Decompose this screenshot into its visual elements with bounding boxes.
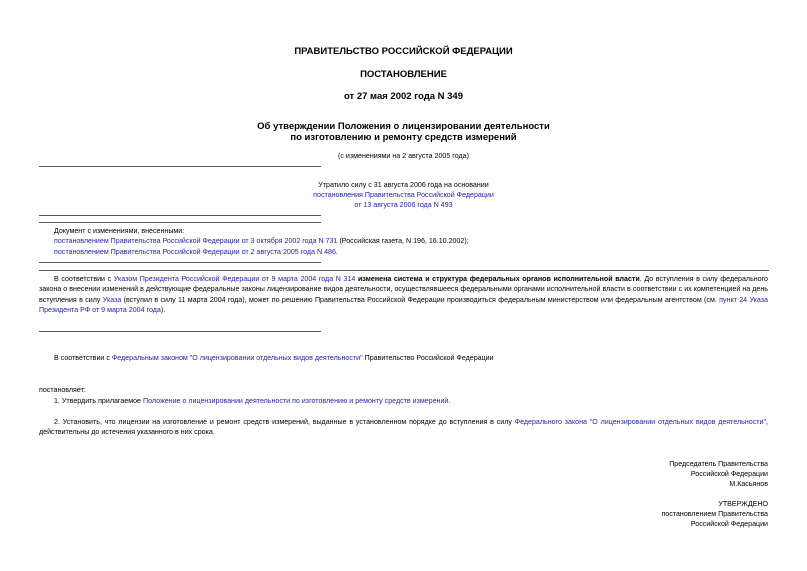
federal-law-link-2[interactable]: Федерального закона "О лицензировании отдельных видов деятельности" <box>514 418 767 426</box>
document-type: ПОСТАНОВЛЕНИЕ <box>360 69 447 80</box>
editorial-note: В соответствии с Указом Президента Российской Федерации от 9 марта 2004 года N 314 изменена система и структура федеральных органов исполнительной власти. До вступления в силу федерального закона о внесении изменений в действующие федеральные законы лицензирование видов деятельности, осуществлявшееся федеральными органами исполнительной власти в соответствии с их компетенцией на день вступления в силу Указа (вступил в силу 11 марта 2004 года), может по решению Правительства Российской Федерации производиться федеральным министерством или федеральным агентством (см. пункт 24 Указа Президента РФ от 9 марта 2004 года). <box>39 275 769 315</box>
separator-line <box>39 166 321 167</box>
government-heading: ПРАВИТЕЛЬСТВО РОССИЙСКОЙ ФЕДЕРАЦИИ <box>294 46 513 57</box>
changes-item-2: постановлением Правительства Российской Федерации от 2 августа 2005 года N 486. <box>54 248 338 256</box>
amendment-note: (с изменениями на 2 августа 2005 года) <box>338 152 469 160</box>
clause-1: 1. Утвердить прилагаемое Положение о лицензировании деятельности по изготовлению и ремонту средств измерений. <box>54 397 451 405</box>
decree-clause-link[interactable]: пункт 24 Указа Президента РФ от 9 марта 2004 года <box>39 295 768 315</box>
preamble: В соответствии с Федеральным законом "О лицензировании отдельных видов деятельности" Правительство Российской Федерации <box>54 354 494 362</box>
approved-country: Российской Федерации <box>690 520 768 528</box>
separator-line <box>39 331 321 332</box>
separator-line <box>39 222 321 223</box>
document-date-number: от 27 мая 2002 года N 349 <box>343 91 464 102</box>
presidential-decree-link[interactable]: Указом Президента Российской Федерации от 9 марта 2004 года N 314 <box>113 275 356 283</box>
separator-line-full <box>39 270 769 271</box>
approved-by: постановлением Правительства <box>661 510 768 518</box>
signature-title: Председатель Правительства <box>669 460 768 468</box>
clause-2: 2. Установить, что лицензии на изготовление и ремонт средств измерений, выданные в установленном порядке до вступления в силу Федерального закона "О лицензировании отдельных видов деятельности", действительны до истечения указанного в них срока. <box>39 418 768 437</box>
regulation-link[interactable]: Положение о лицензировании деятельности по изготовлению и ремонту средств измерений <box>142 397 449 405</box>
document-title-line1: Об утверждении Положения о лицензировании деятельности <box>257 121 550 132</box>
separator-line <box>39 215 321 216</box>
decrees-word: постановляет: <box>39 386 86 394</box>
repeal-link-line2[interactable]: от 13 августа 2006 года N 493 <box>354 201 453 209</box>
amendment-link-2[interactable]: постановлением Правительства Российской Федерации от 2 августа 2005 года N 486 <box>54 248 336 256</box>
repeal-link-line1[interactable]: постановления Правительства Российской Федерации <box>313 191 494 199</box>
decree-link[interactable]: Указа <box>102 295 122 304</box>
amendment-link-1[interactable]: постановлением Правительства Российской Федерации от 3 октября 2002 года N 731 <box>54 237 338 245</box>
repeal-text: Утратило силу с 31 августа 2006 года на основании <box>318 181 489 189</box>
signatory-name: М.Касьянов <box>729 480 768 488</box>
separator-line <box>39 262 321 263</box>
changes-item-1 <box>54 236 469 246</box>
signature-country: Российской Федерации <box>690 470 768 478</box>
approved-heading: УТВЕРЖДЕНО <box>718 500 768 508</box>
document-title-line2: по изготовлению и ремонту средств измерений <box>290 132 517 143</box>
amendment-1-source: (Российская газета, N 196, 16.10.2002); <box>337 237 469 245</box>
changes-intro: Документ с изменениями, внесенными: <box>54 227 185 235</box>
federal-law-link[interactable]: Федеральным законом "О лицензировании отдельных видов деятельности" <box>111 354 363 362</box>
